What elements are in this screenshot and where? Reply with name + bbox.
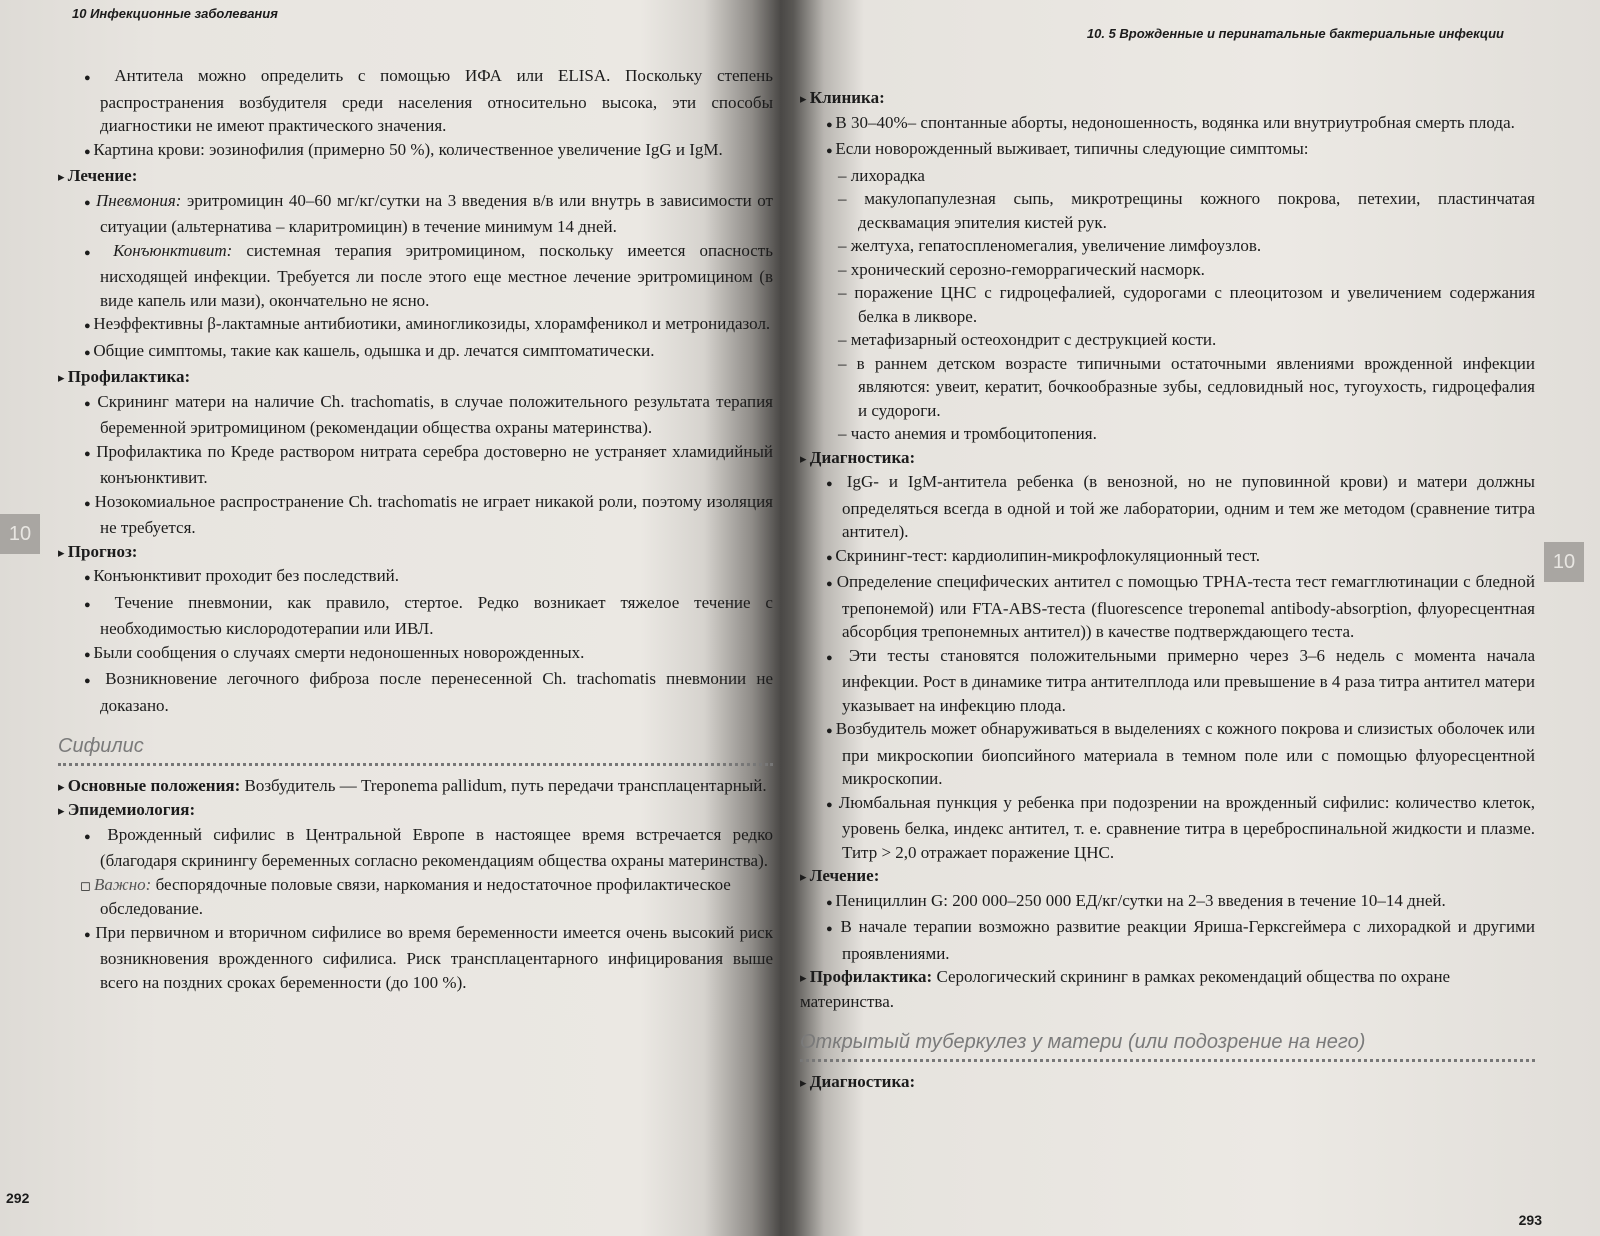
dash-item: [800, 258, 1535, 282]
bullet-item: [800, 915, 1535, 965]
item-text: лихорадка: [850, 165, 925, 185]
section-heading: [58, 365, 773, 390]
item-label: Основные положения:: [67, 775, 241, 795]
item-text: эритромицин 40–60 мг/кг/сутки на 3 введения в/в или внутрь в зависимости от ситуации (альтернатива – кларитромицин) в течение минимум 14 дней.: [100, 190, 773, 236]
subsection-title: [800, 1031, 1535, 1062]
item-text: хронический серозно-геморрагический насморк.: [850, 259, 1205, 279]
dash-item: [800, 422, 1535, 446]
bullet-item: [800, 644, 1535, 718]
item-text: Врожденный сифилис в Центральной Европе в настоящее время встречается редко (благодаря скринингу беременных согласно рекомендациям общества охраны материнства).: [100, 824, 773, 870]
bullet-item: [58, 239, 773, 313]
item-text: Диагностика:: [809, 447, 916, 467]
item-text: В начале терапии возможно развитие реакции Яриша-Герксгеймера с лихорадкой и другими проявлениями.: [840, 917, 1535, 963]
chapter-tab: 10: [1544, 542, 1584, 582]
bullet-item: [58, 64, 773, 138]
dash-item: [800, 187, 1535, 234]
section-heading: [800, 1070, 1535, 1095]
subsection-title: [58, 735, 773, 766]
item-text: Нозокомиальное распространение Ch. trachomatis не играет никакой роли, поэтому изоляция не требуется.: [94, 491, 773, 537]
bullet-item: [800, 544, 1535, 571]
item-text: желтуха, гепатоспленомегалия, увеличение лимфоузлов.: [850, 236, 1262, 255]
bullet-item: [58, 667, 773, 717]
item-text: Антитела можно определить с помощью ИФА или ELISA. Поскольку степень распространения возбудителя среди населения относительно высока, эти способы диагностики не имеют практического значения.: [100, 66, 773, 135]
item-text: макулопапулезная сыпь, микротрещины кожного покрова, петехии, пластинчатая десквамация эпителия кистей рук.: [858, 189, 1535, 232]
section-heading: [800, 86, 1535, 111]
item-text: Люмбальная пункция у ребенка при подозрении на врожденный сифилис: количество клеток, уровень белка, индекс антител, т. е. сравнение титра в цереброспинальной жидкости и плазме. Титр > 2,0 отражает поражение ЦНС.: [838, 792, 1535, 862]
bullet-item: [58, 189, 773, 239]
item-text: поражение ЦНС с гидроцефалией, судорогами с плеоцитозом и увеличением содержания белка в ликворе.: [854, 283, 1536, 326]
bullet-item: [800, 470, 1535, 544]
bullet-item: [58, 921, 773, 995]
running-head: 10. 5 Врожденные и перинатальные бактериальные инфекции: [1086, 26, 1504, 41]
item-text: Серологический скрининг в рамках рекомендаций общества по охране материнства.: [800, 967, 1451, 1011]
left-page: [0, 0, 780, 1236]
item-text: Профилактика по Креде раствором нитрата серебра достоверно не устраняет хламидийный конъюнктивит.: [96, 441, 773, 487]
item-text: Течение пневмонии, как правило, стертое. Редко возникает тяжелое течение с необходимостью кислородотерапии или ИВЛ.: [100, 592, 773, 638]
item-text: Пенициллин G: 200 000–250 000 ЕД/кг/сутки на 2–3 введения в течение 10–14 дней.: [835, 890, 1446, 910]
dash-item: [800, 164, 1535, 188]
bullet-item: [58, 339, 773, 366]
bullet-item: [58, 490, 773, 540]
important-note: [58, 873, 773, 921]
item-text: в раннем детском возрасте типичными остаточными явлениями врожденной инфекции являются: увеит, кератит, бочкообразные зубы, седловидный нос, тугоухость, гидроцефалия и судороги.: [856, 353, 1536, 420]
right-page: [790, 0, 1600, 1236]
item-text: Определение специфических антител с помощью TPHA-теста тест гемагглютинации с бледной трепонемой) или FTA-ABS-теста (fluorescence treponemal antibody-absorption, флуоресцентная абсорбция трепонемных антител)) в качестве подтверждающего теста.: [836, 572, 1535, 641]
page-number: 293: [1518, 1212, 1542, 1228]
item-text: Открытый туберкулез у матери (или подозрение на него): [800, 1031, 1366, 1053]
section-heading: [58, 164, 773, 189]
item-text: Диагностика:: [809, 1071, 916, 1091]
note-icon: ◻: [80, 877, 95, 893]
item-text: системная терапия эритромицином, поскольку имеется опасность нисходящей инфекции. Требуется ли после этого еще местное лечение эритромицином (в виде капель или мази), окончательно не ясно.: [100, 240, 773, 310]
item-text: При первичном и вторичном сифилисе во время беременности имеется очень высокий риск возникновения врожденного сифилиса. Риск трансплацентарного инфицирования выше всего на поздних сроках беременности (до 100 %).: [95, 922, 773, 992]
item-text: беспорядочные половые связи, наркомания и недостаточное профилактическое обследование.: [100, 874, 731, 918]
item-text: Скрининг-тест: кардиолипин-микрофлокуляционный тест.: [835, 545, 1261, 565]
bullet-item: [800, 791, 1535, 865]
item-text: Конъюнктивит проходит без последствий.: [93, 566, 400, 585]
item-text: Неэффективны β-лактамные антибиотики, аминогликозиды, хлорамфеникол и метронидазол.: [93, 314, 771, 333]
section-heading: [58, 774, 773, 799]
item-label: Конъюнктивит:: [113, 240, 233, 260]
bullet-item: [58, 823, 773, 873]
bullet-item: [800, 111, 1535, 138]
item-text: Эпидемиология:: [67, 800, 196, 819]
item-text: Профилактика:: [67, 367, 191, 386]
item-text: метафизарный остеохондрит с деструкцией кости.: [850, 330, 1217, 349]
item-text: Возникновение легочного фиброза после перенесенной Ch. trachomatis пневмонии не доказано.: [100, 669, 773, 715]
running-head: 10 Инфекционные заболевания: [72, 6, 278, 21]
left-text-column: [58, 64, 773, 994]
item-text: Картина крови: эозинофилия (примерно 50 %), количественное увеличение IgG и IgM.: [93, 139, 723, 159]
item-text: IgG- и IgM-антитела ребенка (в венозной, но не пуповинной крови) и матери должны определяться всегда в одной и той же лаборатории, одним и тем же методом (сравнение титра антител).: [842, 472, 1535, 541]
item-text: Возбудитель может обнаруживаться в выделениях с кожного покрова и слизистых оболочек или при микроскопии биопсийного материала в темном поле или с помощью флуоресцентной микроскопии.: [835, 719, 1535, 788]
item-text: Сифилис: [58, 735, 144, 757]
section-heading: [58, 798, 773, 823]
section-heading: [800, 446, 1535, 471]
bullet-item: [58, 138, 773, 165]
section-heading: [800, 864, 1535, 889]
bullet-item: [800, 717, 1535, 791]
item-text: Эти тесты становятся положительными примерно через 3–6 недель с момента начала инфекции. Рост в динамике титра антителплода или превышение в 4 раза титра антител матери указывает на инфекцию плода.: [842, 645, 1535, 715]
section-heading: [58, 540, 773, 565]
bullet-item: [800, 137, 1535, 164]
page-number: 292: [6, 1190, 30, 1206]
item-text: Прогноз:: [67, 541, 138, 561]
bullet-item: [58, 591, 773, 641]
item-text: Скрининг матери на наличие Ch. trachomatis, в случае положительного результата терапия беременной эритромицином (рекомендации общества охраны материнства).: [97, 391, 773, 437]
bullet-item: [58, 440, 773, 490]
item-text: Общие симптомы, такие как кашель, одышка и др. лечатся симптоматически.: [93, 340, 655, 360]
item-label: Профилактика:: [809, 967, 933, 986]
item-text: Лечение:: [809, 866, 880, 885]
bullet-item: [58, 312, 773, 339]
item-label: Важно:: [94, 874, 152, 894]
right-text-column: [800, 86, 1535, 1094]
bullet-item: [58, 390, 773, 440]
item-label: Пневмония:: [95, 190, 182, 210]
bullet-item: [58, 641, 773, 668]
item-text: Лечение:: [67, 166, 138, 185]
item-text: В 30–40%– спонтанные аборты, недоношенность, водянка или внутриутробная смерть плода.: [835, 112, 1515, 132]
item-text: Клиника:: [809, 88, 885, 107]
dash-item: [800, 352, 1535, 423]
dash-item: [800, 281, 1535, 328]
item-text: Были сообщения о случаях смерти недоношенных новорожденных.: [93, 642, 585, 662]
bullet-item: [58, 564, 773, 591]
item-text: часто анемия и тромбоцитопения.: [850, 424, 1097, 443]
item-text: Возбудитель — Treponema pallidum, путь передачи трансплацентарный.: [240, 775, 767, 795]
chapter-tab: 10: [0, 514, 40, 554]
item-text: Если новорожденный выживает, типичны следующие симптомы:: [835, 139, 1309, 158]
section-heading: [800, 965, 1535, 1013]
bullet-item: [800, 570, 1535, 644]
dash-item: [800, 234, 1535, 258]
bullet-item: [800, 889, 1535, 916]
dash-item: [800, 328, 1535, 352]
